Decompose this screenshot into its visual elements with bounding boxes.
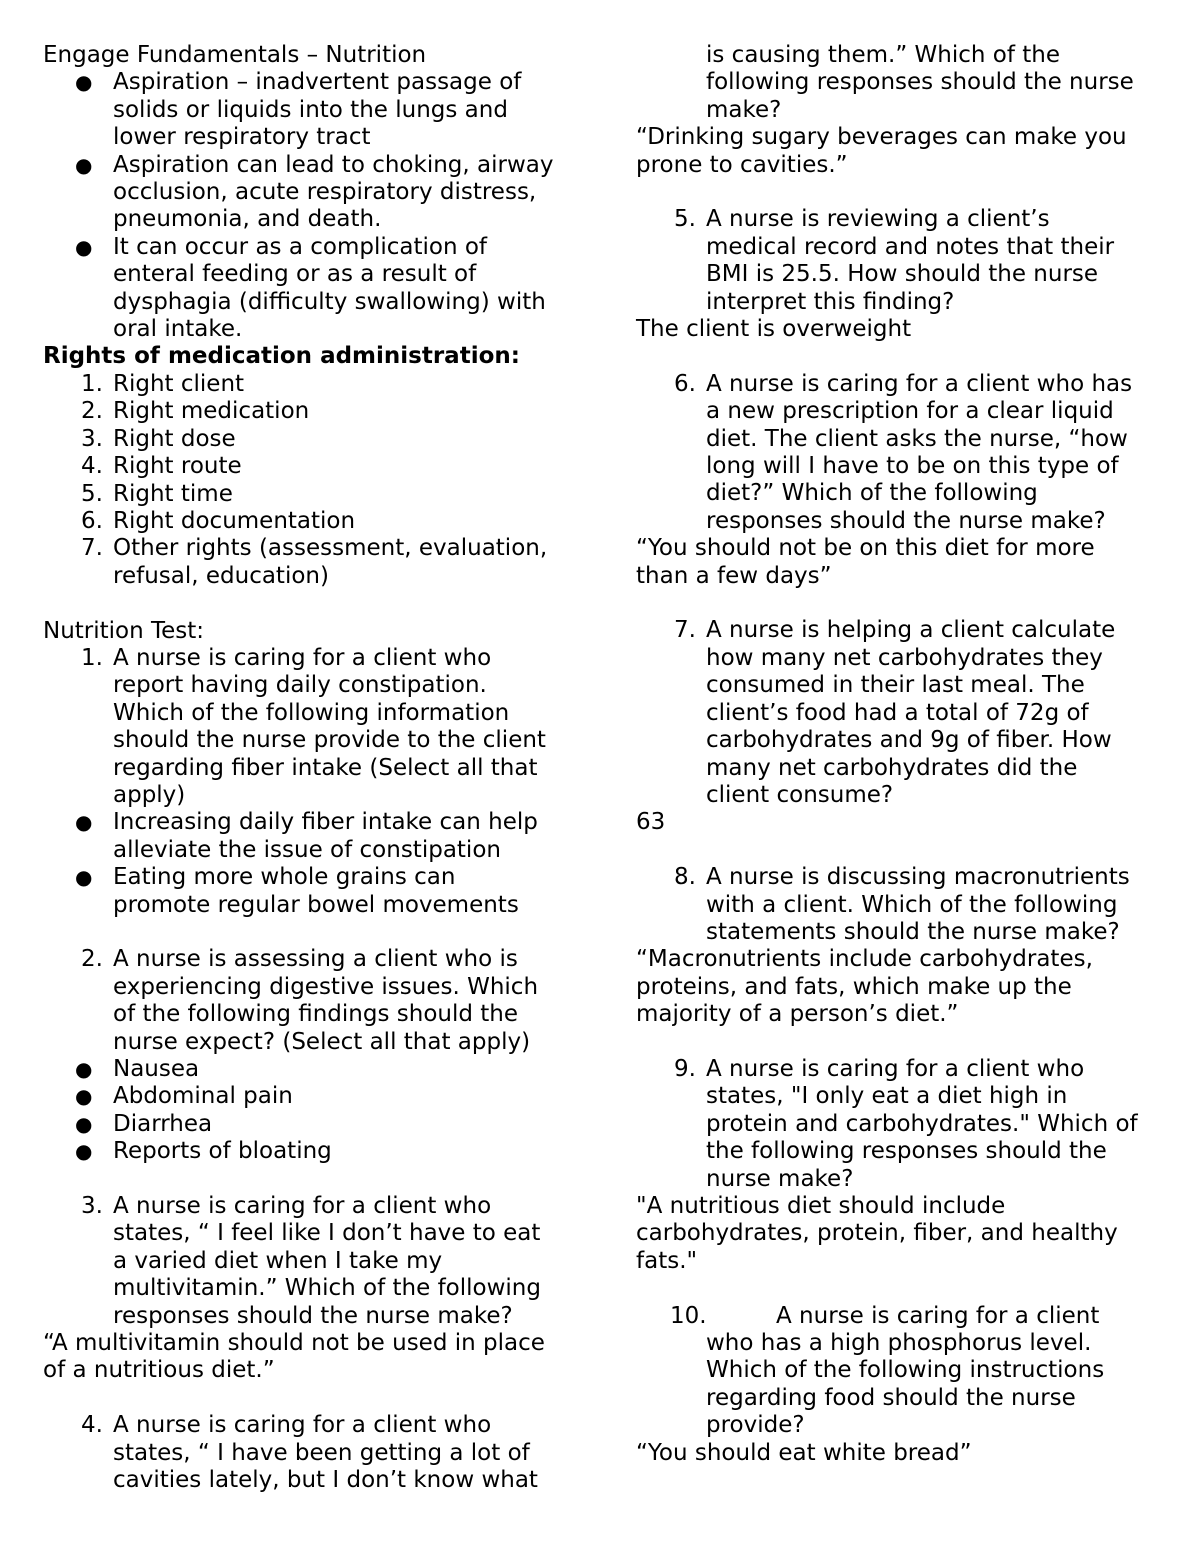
- question-text: is causing them.” Which of the following responses should the nurse make?: [706, 42, 1134, 123]
- question-number: 1.: [81, 644, 103, 671]
- spacer: [43, 1385, 603, 1412]
- list-item: [43, 398, 603, 425]
- spacer: [636, 837, 1176, 864]
- answer-text: Abdominal pain: [113, 1083, 293, 1110]
- list-number: 3.: [81, 425, 103, 452]
- question-4: [43, 1412, 603, 1494]
- list-text: Right medication: [113, 398, 310, 425]
- answer-text: Diarrhea: [113, 1110, 213, 1137]
- question-number: 9.: [674, 1055, 696, 1082]
- bullet-icon: ●: [75, 1111, 93, 1136]
- question-number: 8.: [674, 864, 696, 891]
- answer-text: “You should eat white bread”: [636, 1439, 972, 1466]
- spacer: [636, 179, 1176, 206]
- question-number: 4.: [81, 1412, 103, 1439]
- list-number: 7.: [81, 535, 103, 562]
- question-8: [636, 864, 1176, 946]
- list-item: [43, 371, 603, 398]
- answer-text: The client is overweight: [636, 316, 912, 343]
- question-text: A nurse is caring for a client who has a new prescription for a clear liquid diet. The client asks the nurse, “how long will I have to be on this type of diet?” Which of the following responses should the nurse make?: [706, 370, 1133, 534]
- bullet-icon: ●: [75, 865, 93, 890]
- document-title: Engage Fundamentals – Nutrition: [43, 42, 427, 68]
- question-number: 5.: [674, 206, 696, 233]
- question-number: 10.: [670, 1302, 707, 1329]
- left-column: [43, 42, 603, 1494]
- bullet-icon: ●: [75, 810, 93, 835]
- answer-text: “A multivitamin should not be used in place of a nutritious diet.”: [43, 1330, 545, 1384]
- list-item: [43, 69, 603, 151]
- question-text: A nurse is reviewing a client’s medical record and notes that their BMI is 25.5. How should the nurse interpret this finding?: [706, 206, 1115, 315]
- bullet-text: Aspiration can lead to choking, airway occlusion, acute respiratory distress, pneumonia, and death.: [113, 151, 554, 233]
- spacer: [636, 590, 1176, 617]
- list-number: 5.: [81, 480, 103, 507]
- list-text: Other rights (assessment, evaluation, refusal, education): [113, 535, 548, 589]
- answer-item: [43, 1083, 603, 1110]
- spacer: [43, 590, 603, 617]
- answer-item: [43, 1111, 603, 1138]
- question-6: [636, 371, 1176, 535]
- question-text: A nurse is caring for a client who report having daily constipation. Which of the following information should the nurse provide to the client regarding fiber intake (Select all that apply): [113, 644, 546, 808]
- list-text: Right time: [113, 480, 233, 507]
- question-3: [43, 1193, 603, 1330]
- list-item: [43, 535, 603, 590]
- list-number: 4.: [81, 453, 103, 480]
- list-text: Right documentation: [113, 507, 356, 534]
- list-item: [43, 234, 603, 344]
- question-text: A nurse is caring for a client who states, “ I feel like I don’t have to eat a varied diet when I take my multivitamin.” Which of the following responses should the nurse make?: [113, 1193, 541, 1329]
- answer-text: “Macronutrients include carbohydrates, proteins, and fats, which make up the majority of a person’s diet.”: [636, 946, 1093, 1028]
- question-5: [636, 206, 1176, 316]
- spacer: [636, 343, 1176, 370]
- answer-item: [43, 864, 603, 919]
- question-number: 2.: [81, 946, 103, 973]
- question-7: [636, 617, 1176, 809]
- question-1: [43, 645, 603, 809]
- bullet-icon: ●: [75, 70, 93, 95]
- answer-item: [43, 809, 603, 864]
- question-number: 7.: [674, 617, 696, 644]
- list-item: [43, 453, 603, 480]
- bullet-icon: ●: [75, 1084, 93, 1109]
- answer-text: Increasing daily fiber intake can help alleviate the issue of constipation: [113, 809, 538, 863]
- right-column: [636, 42, 1176, 1467]
- answer-text: 63: [636, 809, 666, 836]
- list-text: Right client: [113, 370, 245, 397]
- question-4-continued: [636, 42, 1176, 124]
- list-item: [43, 426, 603, 453]
- list-number: 2.: [81, 398, 103, 425]
- list-number: 6.: [81, 507, 103, 534]
- spacer: [636, 1275, 1176, 1302]
- question-text: A nurse is discussing macronutrients with a client. Which of the following statements should the nurse make?: [706, 864, 1130, 945]
- bullet-text: It can occur as a complication of enteral feeding or as a result of dysphagia (difficulty swallowing) with oral intake.: [113, 233, 546, 343]
- answer-text: Nausea: [113, 1056, 200, 1082]
- answer-item: [43, 1138, 603, 1165]
- list-text: Right dose: [113, 425, 236, 452]
- list-item: [43, 508, 603, 535]
- list-item: [43, 481, 603, 508]
- spacer: [636, 1029, 1176, 1056]
- list-number: 1.: [81, 370, 103, 397]
- spacer: [43, 919, 603, 946]
- spacer: [43, 1166, 603, 1193]
- answer-text: "A nutritious diet should include carbohydrates, protein, fiber, and healthy fats.": [636, 1192, 1118, 1274]
- answer-text: Reports of bloating: [113, 1138, 332, 1165]
- question-number: 6.: [674, 370, 696, 397]
- question-9: [636, 1056, 1176, 1193]
- question-text-first: A nurse is caring for a client: [776, 1302, 1100, 1329]
- question-2: [43, 946, 603, 1056]
- question-text: A nurse is caring for a client who states, “ I have been getting a lot of cavities lately, but I don’t know what: [113, 1412, 538, 1494]
- question-text: A nurse is caring for a client who states, "I only eat a diet high in protein and carbohydrates." Which of the following responses should the nurse make?: [706, 1055, 1138, 1192]
- bullet-icon: ●: [75, 1139, 93, 1164]
- answer-text: Eating more whole grains can promote regular bowel movements: [113, 864, 519, 918]
- rights-heading: Rights of medication administration:: [43, 343, 520, 370]
- question-10: [636, 1303, 1176, 1440]
- bullet-text: Aspiration – inadvertent passage of solids or liquids into the lungs and lower respiratory tract: [113, 69, 522, 151]
- bullet-icon: ●: [75, 1057, 93, 1081]
- answer-item: [43, 1056, 603, 1083]
- answer-text: “Drinking sugary beverages can make you prone to cavities.”: [636, 124, 1127, 178]
- test-heading: Nutrition Test:: [43, 617, 205, 644]
- bullet-icon: ●: [75, 234, 93, 259]
- question-number: 3.: [81, 1193, 103, 1220]
- bullet-icon: ●: [75, 152, 93, 177]
- question-text: who has a high phosphorus level. Which of the following instructions regarding food should the nurse provide?: [706, 1330, 1105, 1439]
- answer-text: “You should not be on this diet for more than a few days”: [636, 535, 1095, 589]
- list-text: Right route: [113, 453, 242, 480]
- list-item: [43, 152, 603, 234]
- question-text: A nurse is assessing a client who is experiencing digestive issues. Which of the following findings should the nurse expect? (Select all that apply): [113, 946, 539, 1055]
- question-text: A nurse is helping a client calculate how many net carbohydrates they consumed in their last meal. The client’s food had a total of 72g of carbohydrates and 9g of fiber. How many net carbohydrates did the client consume?: [706, 617, 1116, 808]
